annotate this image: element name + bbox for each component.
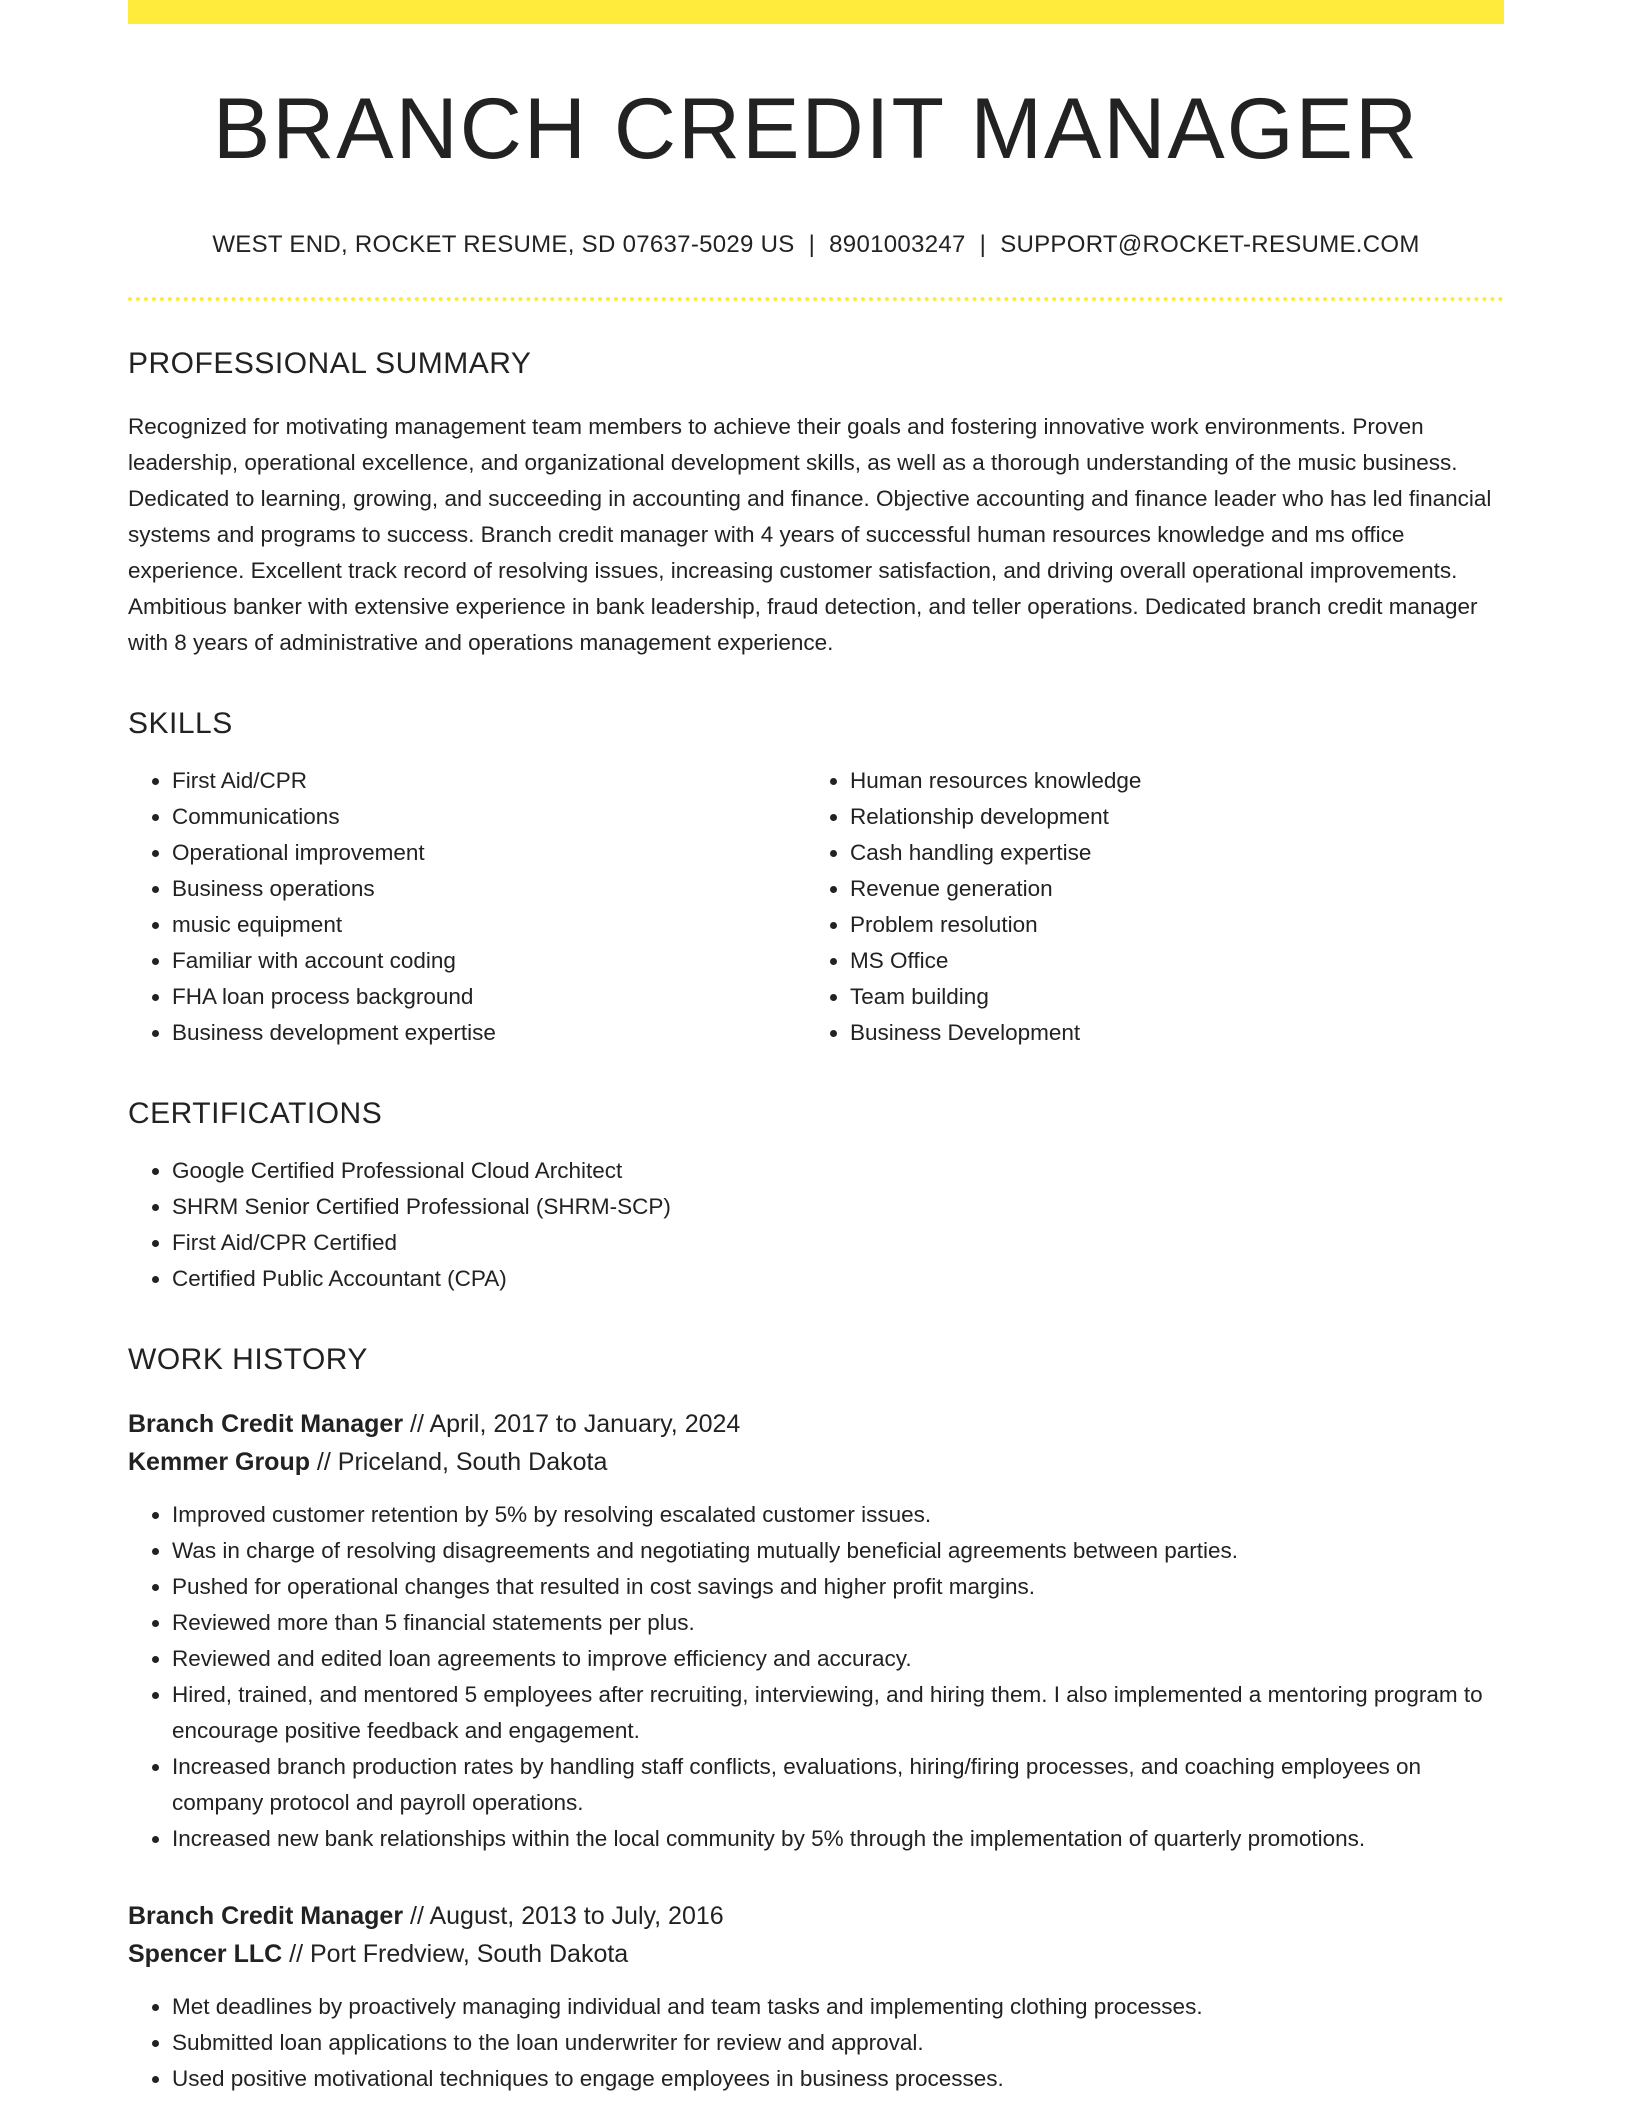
summary-heading: PROFESSIONAL SUMMARY bbox=[128, 346, 532, 380]
certifications-heading: CERTIFICATIONS bbox=[128, 1096, 383, 1130]
skill-item: • Relationship development bbox=[850, 799, 1484, 835]
resume-page bbox=[128, 0, 1504, 2112]
job-duty: • Increased branch production rates by handling staff conflicts, evaluations, hiring/firing processes, and coaching employees on company protocol and payroll operations. bbox=[172, 1749, 1504, 1821]
certification-item: • SHRM Senior Certified Professional (SHRM-SCP) bbox=[172, 1189, 1504, 1225]
job-duty: • Submitted loan applications to the loan underwriter for review and approval. bbox=[172, 2025, 1504, 2061]
job-position: Branch Credit Manager bbox=[128, 1409, 404, 1438]
job-dates: // April, 2017 to January, 2024 bbox=[403, 1409, 741, 1438]
job-location: // Port Fredview, South Dakota bbox=[282, 1939, 629, 1968]
job-dates: // August, 2013 to July, 2016 bbox=[403, 1901, 724, 1930]
certifications-list bbox=[128, 1153, 1504, 1297]
job-duty: • Hired, trained, and mentored 5 employees after recruiting, interviewing, and hiring them. I also implemented a mentoring program to encourage positive feedback and engagement. bbox=[172, 1677, 1504, 1749]
contact-address: WEST END, ROCKET RESUME, SD 07637-5029 US bbox=[212, 230, 795, 258]
skill-item: • Communications bbox=[172, 799, 806, 835]
contact-phone: 8901003247 bbox=[829, 230, 966, 258]
job-duty: • Used positive motivational techniques to engage employees in business processes. bbox=[172, 2061, 1504, 2097]
summary-text: Recognized for motivating management team members to achieve their goals and fostering innovative work environments. Proven leadership, operational excellence, and organizational development skills, as well as a thorough understanding of the music business. Dedicated to learning, growing, and succeeding in accounting and finance. Objective accounting and finance leader who has led financial systems and programs to success. Branch credit manager with 4 years of successful human resources knowledge and ms office experience. Excellent track record of resolving issues, increasing customer satisfaction, and driving overall operational improvements. Ambitious banker with extensive experience in bank leadership, fraud detection, and teller operations. Dedicated branch credit manager with 8 years of administrative and operations management experience. bbox=[128, 413, 1492, 655]
job-position: Branch Credit Manager bbox=[128, 1901, 404, 1930]
skill-item: • Human resources knowledge bbox=[850, 763, 1484, 799]
skills-column-left bbox=[128, 763, 806, 1051]
skill-item: • Cash handling expertise bbox=[850, 835, 1484, 871]
job-duty: • Increased new bank relationships within the local community by 5% through the implementation of quarterly promotions. bbox=[172, 1821, 1504, 1857]
skills-list bbox=[128, 763, 1504, 1051]
job-duty: • Reviewed and edited loan agreements to improve efficiency and accuracy. bbox=[172, 1641, 1504, 1677]
job-duty: • Reviewed more than 5 financial statements per plus. bbox=[172, 1605, 1504, 1641]
contact-separator: | bbox=[979, 230, 987, 258]
job-company-line bbox=[128, 1935, 1504, 1973]
skill-item: • Operational improvement bbox=[172, 835, 806, 871]
dotted-divider bbox=[128, 297, 1504, 301]
skills-heading: SKILLS bbox=[128, 706, 233, 740]
skill-item: • Business Development bbox=[850, 1015, 1484, 1051]
candidate-name: BRANCH CREDIT MANAGER bbox=[212, 81, 1420, 177]
contact-email: SUPPORT@ROCKET-RESUME.COM bbox=[1000, 230, 1420, 258]
certification-item: • Google Certified Professional Cloud Architect bbox=[172, 1153, 1504, 1189]
skill-item: • FHA loan process background bbox=[172, 979, 806, 1015]
job-duty: • Met deadlines by proactively managing individual and team tasks and implementing clothing processes. bbox=[172, 1989, 1504, 2025]
job-duties bbox=[128, 1989, 1504, 2097]
skill-item: • First Aid/CPR bbox=[172, 763, 806, 799]
job-duty: • Improved customer retention by 5% by resolving escalated customer issues. bbox=[172, 1497, 1504, 1533]
job-location: // Priceland, South Dakota bbox=[309, 1447, 608, 1476]
skill-item: • MS Office bbox=[850, 943, 1484, 979]
skill-item: • Revenue generation bbox=[850, 871, 1484, 907]
job-duty: • Pushed for operational changes that resulted in cost savings and higher profit margins. bbox=[172, 1569, 1504, 1605]
job-company: Spencer LLC bbox=[128, 1939, 283, 1968]
skills-column-right bbox=[806, 763, 1484, 1051]
job-company: Kemmer Group bbox=[128, 1447, 310, 1476]
job-company-line bbox=[128, 1443, 1504, 1481]
skill-item: • Problem resolution bbox=[850, 907, 1484, 943]
certification-item: • Certified Public Accountant (CPA) bbox=[172, 1261, 1504, 1297]
skill-item: • Team building bbox=[850, 979, 1484, 1015]
job-entry bbox=[128, 1405, 1504, 1857]
skill-item: • Business operations bbox=[172, 871, 806, 907]
skill-item: • music equipment bbox=[172, 907, 806, 943]
contact-separator: | bbox=[808, 230, 816, 258]
accent-bar bbox=[128, 0, 1504, 24]
certification-item: • First Aid/CPR Certified bbox=[172, 1225, 1504, 1261]
job-title-line bbox=[128, 1405, 1504, 1443]
contact-line bbox=[128, 231, 1504, 259]
skill-item: • Familiar with account coding bbox=[172, 943, 806, 979]
skill-item: • Business development expertise bbox=[172, 1015, 806, 1051]
job-duty: • Was in charge of resolving disagreements and negotiating mutually beneficial agreements between parties. bbox=[172, 1533, 1504, 1569]
job-duties bbox=[128, 1497, 1504, 1857]
work-history-heading: WORK HISTORY bbox=[128, 1342, 368, 1376]
job-entry bbox=[128, 1897, 1504, 2097]
job-title-line bbox=[128, 1897, 1504, 1935]
